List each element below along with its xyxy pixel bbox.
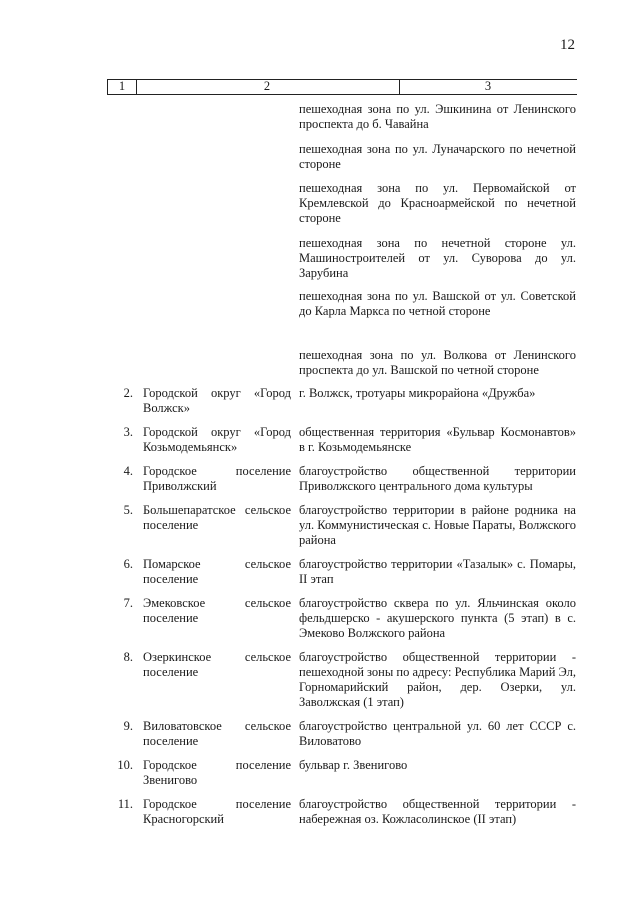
object-cell: благоустройство общественной территории - пешеходной зоны по адресу: Республика Марий Эл, Горномарийский район, дер. Озерки, ул. Заволжская (1 этап) <box>299 650 576 709</box>
municipality-cell: Городское поселение Приволжский <box>143 464 291 493</box>
row-number: 5. <box>123 503 133 517</box>
table-header <box>107 79 577 95</box>
row-number: 7. <box>123 596 133 610</box>
object-cell: пешеходная зона по ул. Луначарского по нечетной стороне <box>299 142 576 171</box>
municipality-cell: Городское поселение Звенигово <box>143 758 291 787</box>
object-cell: пешеходная зона по ул. Эшкинина от Ленинского проспекта до б. Чавайна <box>299 102 576 131</box>
header-col-2: 2 <box>135 79 400 95</box>
object-cell: благоустройство общественной территории Приволжского центрального дома культуры <box>299 464 576 493</box>
object-cell: благоустройство территории «Тазалык» с. Помары, II этап <box>299 557 576 586</box>
header-col-3: 3 <box>484 79 492 93</box>
row-number: 3. <box>123 425 133 439</box>
row-number: 10. <box>117 758 133 772</box>
municipality-cell: Озеркинское сельское поселение <box>143 650 291 679</box>
municipality-cell: Эмековское сельское поселение <box>143 596 291 625</box>
row-number: 2. <box>123 386 133 400</box>
row-number: 6. <box>123 557 133 571</box>
object-cell: благоустройство сквера по ул. Яльчинская около фельдшерско - акушерского пункта (5 этап) в с. Эмеково Волжского района <box>299 596 576 640</box>
object-cell: бульвар г. Звенигово <box>299 758 408 772</box>
object-cell: г. Волжск, тротуары микрорайона «Дружба» <box>299 386 536 400</box>
object-cell: пешеходная зона по нечетной стороне ул. Машиностроителей от ул. Суворова до ул. Зарубина <box>299 236 576 280</box>
page-number: 12 <box>560 37 575 53</box>
object-cell: благоустройство центральной ул. 60 лет СССР с. Виловатово <box>299 719 576 748</box>
municipality-cell: Помарское сельское поселение <box>143 557 291 586</box>
municipality-cell: Большепаратское сельское поселение <box>143 503 291 532</box>
object-cell: благоустройство территории в районе родника на ул. Коммунистическая с. Новые Параты, Волжского района <box>299 503 576 547</box>
municipality-cell: Городское поселение Красногорский <box>143 797 291 826</box>
row-number: 4. <box>123 464 133 478</box>
object-cell: общественная территория «Бульвар Космонавтов» в г. Козьмодемьянске <box>299 425 576 454</box>
row-number: 8. <box>123 650 133 664</box>
municipality-cell: Городской округ «Город Козьмодемьянск» <box>143 425 291 454</box>
municipality-cell: Городской округ «Город Волжск» <box>143 386 291 415</box>
header-col-1: 1 <box>107 79 137 95</box>
object-cell: пешеходная зона по ул. Волкова от Ленинского проспекта до ул. Вашской по четной стороне <box>299 348 576 377</box>
object-cell: пешеходная зона по ул. Вашской от ул. Советской до Карла Маркса по четной стороне <box>299 289 576 318</box>
object-cell: благоустройство общественной территории - набережная оз. Кожласолинское (II этап) <box>299 797 576 826</box>
row-number: 9. <box>123 719 133 733</box>
object-cell: пешеходная зона по ул. Первомайской от Кремлевской до Красноармейской по нечетной стороне <box>299 181 576 225</box>
municipality-cell: Виловатовское сельское поселение <box>143 719 291 748</box>
row-number: 11. <box>117 797 133 811</box>
